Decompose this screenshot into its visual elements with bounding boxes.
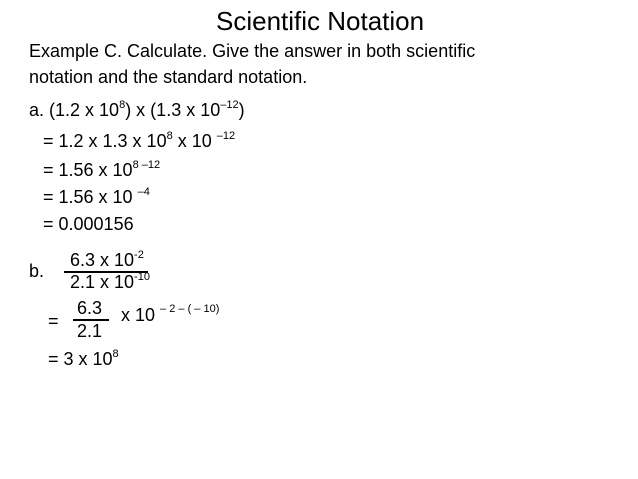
intro-line-2: notation and the standard notation. — [29, 67, 308, 87]
step-2-equals: = — [48, 311, 59, 331]
fraction-2-denominator: 2.1 — [77, 321, 103, 341]
part-a-line-2: = 1.2 x 1.3 x $10^8$ x 10 $^{-12}$ — [43, 130, 236, 151]
step-3-result: = 3 x $10^8$ — [48, 348, 119, 369]
step-2-tail: x 10 $^{- 2 - ( - 10)}$ — [121, 303, 220, 325]
part-a-line-1: a. (1.2 x $10^8$) x (1.3 x $10^{-12}$) — [29, 99, 245, 120]
part-a-line-4: = 1.56 x 10 $^{-4}$ — [43, 186, 150, 207]
fraction-1-denominator: 2.1 x $10^{-10}$ — [70, 271, 150, 292]
part-b-label: b. — [29, 261, 45, 281]
slide-title: Scientific Notation — [216, 6, 425, 36]
fraction-1-numerator: 6.3 x $10^{-2}$ — [70, 249, 144, 270]
part-a-line-5: = 0.000156 — [43, 214, 134, 234]
intro-line-1: Example C. Calculate. Give the answer in both scientific — [29, 41, 476, 61]
part-a-line-3: = 1.56 x 10$^{8 -12}$ — [43, 159, 161, 180]
fraction-2-numerator: 6.3 — [77, 298, 103, 318]
